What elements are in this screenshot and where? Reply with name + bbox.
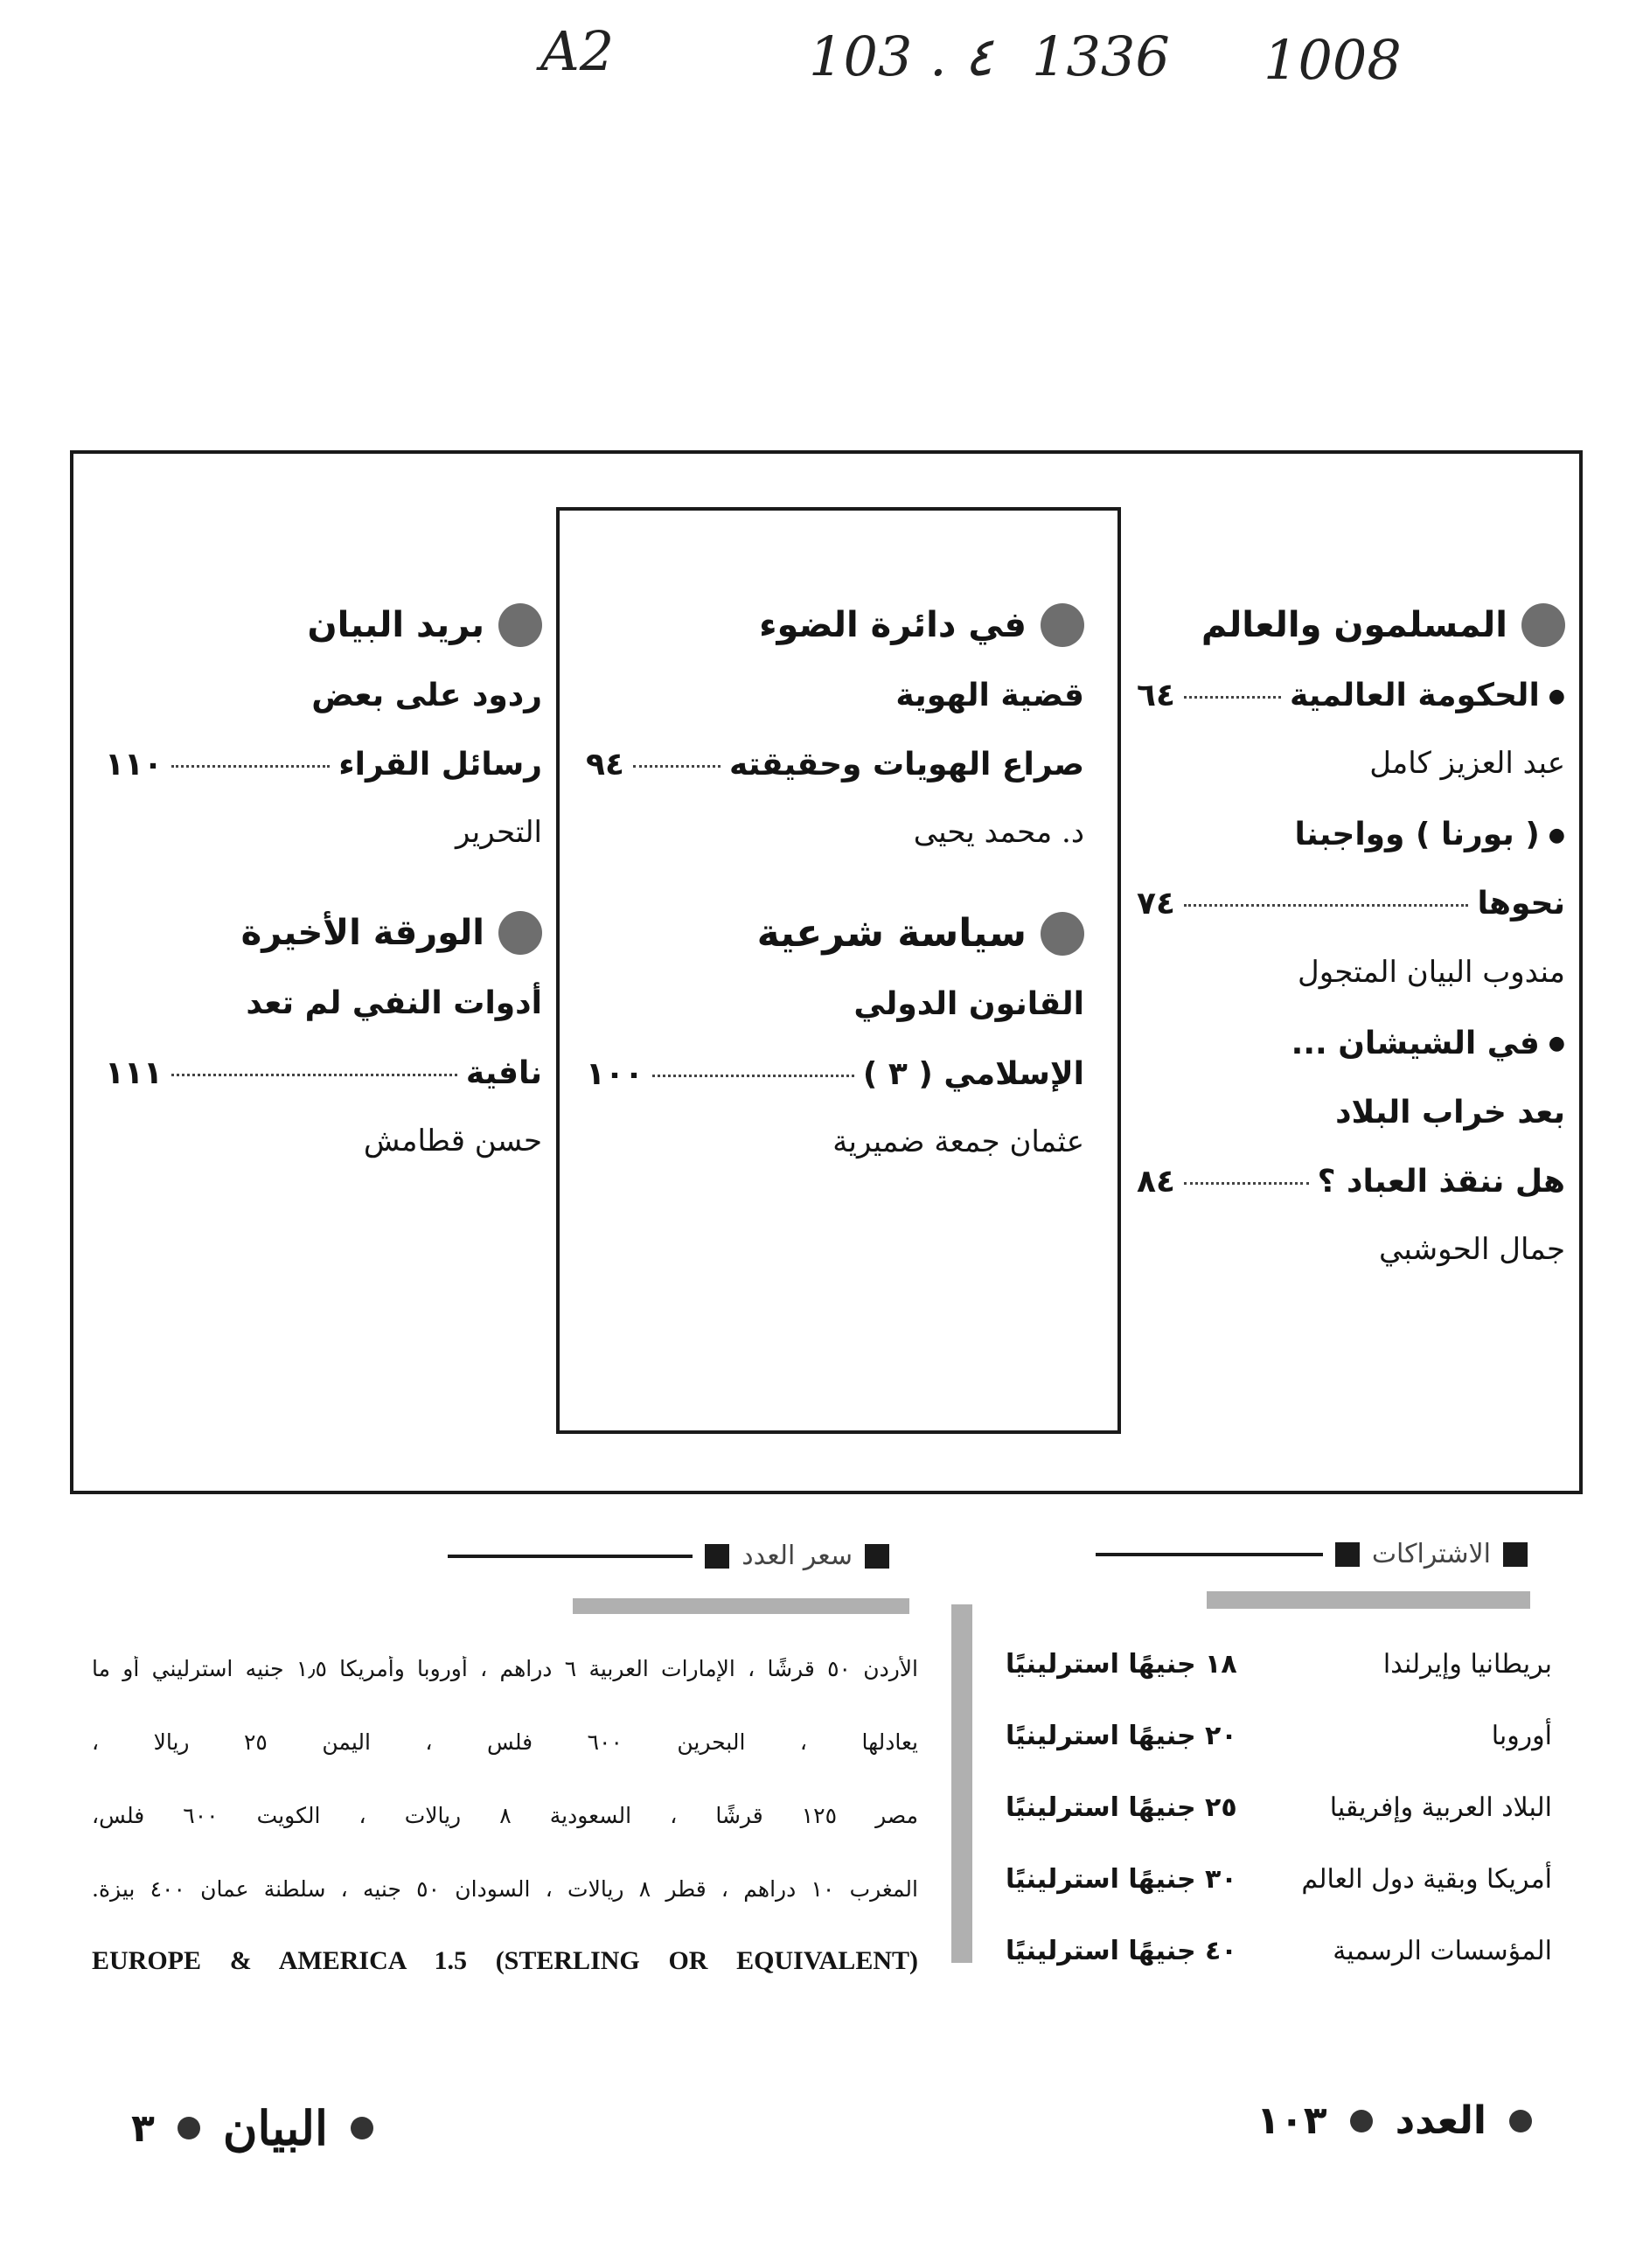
leader-dots [171, 1074, 457, 1076]
heading-rule [1096, 1553, 1323, 1556]
page-number: ٣ [131, 2105, 155, 2151]
price-english-line: EUROPE & AMERICA 1.5 (STERLING OR EQUIVALENT) [92, 1946, 918, 1975]
square-bullet-icon [705, 1544, 729, 1569]
leader-dots [171, 765, 330, 768]
scan-gray-band [1207, 1591, 1530, 1609]
handwritten-note-d: 1008 [1264, 28, 1402, 92]
footer-issue: العدد ١٠٣ [1257, 2098, 1532, 2143]
handwritten-note-a: A2 [540, 19, 615, 83]
subscriptions-heading: الاشتراكات [1096, 1539, 1528, 1569]
toc-entry-negation-line2: نافية ١١١ [105, 1054, 542, 1091]
circle-bullet-icon [498, 603, 542, 647]
leader-dots [1184, 904, 1469, 907]
price-line: يعادلها ، البحرين ٦٠٠ فلس ، اليمن ٢٥ ريالا ، [92, 1729, 918, 1755]
toc-author: مندوب البيان المتجول [1298, 954, 1565, 990]
toc-entry-chechnya-line3: هل ننقذ العباد ؟ ٨٤ [1137, 1163, 1565, 1200]
toc-entry-chechnya-line1: ● في الشيشان ... [1137, 1025, 1565, 1062]
section-heading-bayan-mail: بريد البيان [105, 603, 542, 647]
toc-author: التحرير [456, 815, 542, 851]
price-line: المغرب ١٠ دراهم ، قطر ٨ ريالات ، السودان ٥٠ جنيه ، سلطنة عمان ٤٠٠ بيزة. [92, 1876, 918, 1902]
toc-entry-world-government: ● الحكومة العالمية ٦٤ [1137, 677, 1565, 714]
footer-dot-icon [1509, 2110, 1532, 2132]
toc-author: جمال الحوشبي [1379, 1232, 1565, 1268]
subscription-row: البلاد العربية وإفريقيا ٢٥ جنيهًا استرلينيًا [1006, 1792, 1552, 1823]
leader-dots [1184, 696, 1281, 699]
toc-column-left [105, 603, 542, 1193]
leader-dots [652, 1075, 854, 1077]
toc-author: عثمان جمعة ضميرية [832, 1124, 1084, 1159]
toc-entry-negation-line1: أدوات النفي لم تعد [246, 985, 542, 1022]
square-bullet-icon [1335, 1542, 1360, 1567]
heading-rule [448, 1555, 693, 1558]
subscription-row: المؤسسات الرسمية ٤٠ جنيهًا استرلينيًا [1006, 1936, 1552, 1966]
scan-gray-divider [951, 1604, 972, 1963]
toc-entry-burma-line1: ● ( بورنا ) وواجبنا [1137, 816, 1565, 853]
magazine-logo: البيان [222, 2100, 329, 2156]
toc-entry-intl-law-line1: القانون الدولي [853, 986, 1084, 1023]
toc-entry-intl-law-line2: الإسلامي ( ٣ ) ١٠٠ [586, 1055, 1084, 1092]
toc-entry-identity-line2: صراع الهويات وحقيقته ٩٤ [586, 747, 1084, 783]
toc-author: حسن قطامش [363, 1123, 542, 1158]
toc-column-right [1137, 603, 1565, 1302]
section-heading-muslims-world: المسلمون والعالم [1137, 603, 1565, 647]
section-heading-spotlight: في دائرة الضوء [586, 603, 1084, 647]
subscription-row: أمريكا وبقية دول العالم ٣٠ جنيهًا استرلينيًا [1006, 1864, 1552, 1895]
section-heading-last-page: الورقة الأخيرة [105, 911, 542, 955]
footer-dot-icon [178, 2117, 200, 2139]
scan-gray-band [573, 1598, 909, 1614]
footer-dot-icon [351, 2117, 373, 2139]
toc-entry-chechnya-line2: بعد خراب البلاد [1335, 1094, 1565, 1131]
footer-magazine [131, 2100, 373, 2156]
toc-author: د. محمد يحيى [913, 815, 1084, 851]
subscription-row: أوروبا ٢٠ جنيهًا استرلينيًا [1006, 1721, 1552, 1751]
circle-bullet-icon [1041, 603, 1084, 647]
leader-dots [1184, 1182, 1309, 1185]
square-bullet-icon [1503, 1542, 1528, 1567]
toc-column-middle [586, 603, 1084, 1194]
footer-dot-icon [1350, 2110, 1373, 2132]
circle-bullet-icon [498, 911, 542, 955]
toc-entry-identity-line1: قضية الهوية [895, 678, 1084, 713]
price-heading: سعر العدد [448, 1541, 889, 1571]
square-bullet-icon [865, 1544, 889, 1569]
leader-dots [633, 765, 721, 768]
toc-entry-replies-line1: ردود على بعض [311, 678, 542, 713]
subscription-row: بريطانيا وإيرلندا ١٨ جنيهًا استرلينيًا [1006, 1649, 1552, 1680]
circle-bullet-icon [1521, 603, 1565, 647]
section-heading-sharia-policy: سياسة شرعية [586, 911, 1084, 956]
price-line: الأردن ٥٠ قرشًا ، الإمارات العربية ٦ دراهم ، أوروبا وأمريكا ١٫٥ جنيه استرليني أو ما [92, 1656, 918, 1681]
toc-author: عبد العزيز كامل [1369, 746, 1565, 782]
circle-bullet-icon [1041, 912, 1084, 956]
price-line: مصر ١٢٥ قرشًا ، السعودية ٨ ريالات ، الكويت ٦٠٠ فلس، [92, 1803, 918, 1828]
handwritten-note-b: 103 . ٤ [809, 24, 993, 88]
toc-entry-burma-line2: نحوها ٧٤ [1137, 886, 1565, 922]
handwritten-note-c: 1336 [1032, 24, 1170, 88]
toc-entry-replies-line2: رسائل القراء ١١٠ [105, 747, 542, 783]
